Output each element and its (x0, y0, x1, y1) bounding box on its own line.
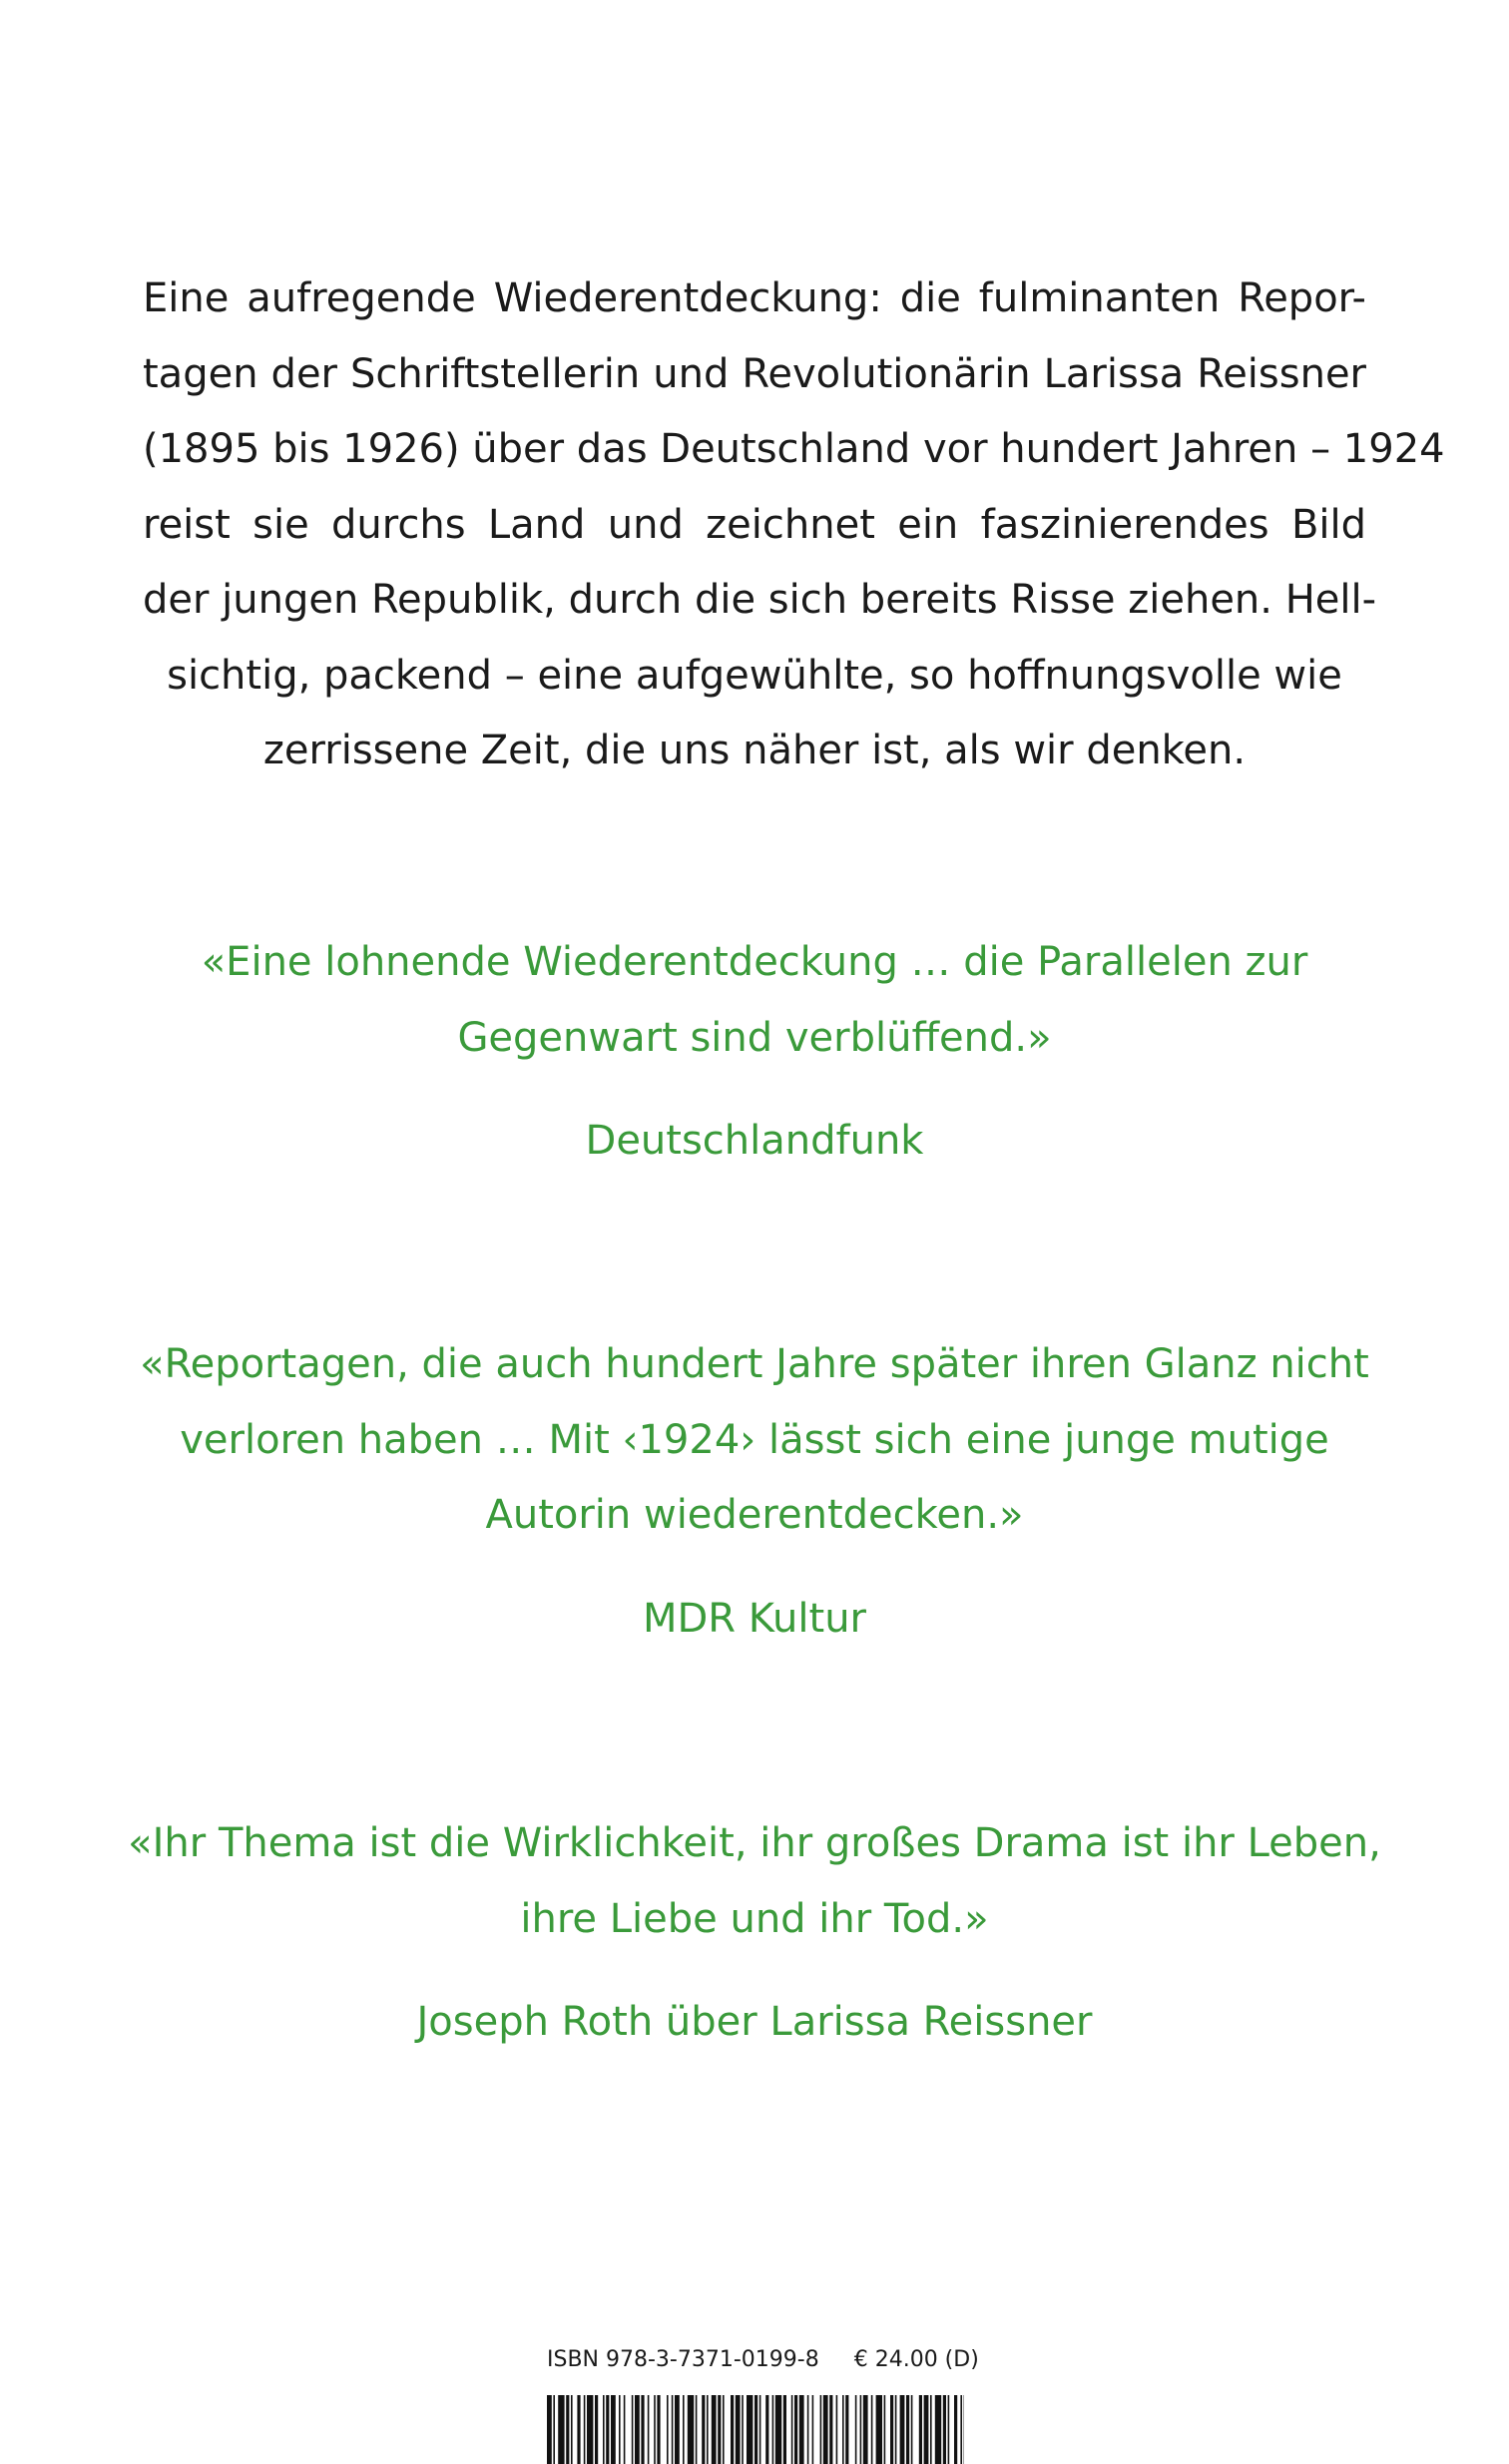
barcode-bar (712, 2395, 717, 2464)
quote-source: Deutschlandfunk (585, 1118, 924, 1164)
barcode-bar (632, 2395, 634, 2464)
barcode-bar (566, 2395, 569, 2464)
barcode-bar (688, 2395, 694, 2464)
barcode-bar (606, 2395, 609, 2464)
barcode-bar (845, 2395, 848, 2464)
barcode-bar (943, 2395, 946, 2464)
barcode-bar (783, 2395, 786, 2464)
barcode-bar (624, 2395, 626, 2464)
barcode-bar (672, 2395, 674, 2464)
barcode-bar (948, 2395, 950, 2464)
barcode-bar (829, 2395, 832, 2464)
barcode-bar (871, 2395, 873, 2464)
quote-source: MDR Kultur (642, 1595, 866, 1642)
barcode-bar (860, 2395, 862, 2464)
barcode-bar (919, 2395, 922, 2464)
review-quote (100, 1327, 1409, 1657)
quote-line: ihre Liebe und ihr Tod.» (520, 1895, 989, 1942)
barcode-bar (718, 2395, 721, 2464)
barcode-bar (654, 2395, 656, 2464)
barcode-bar (553, 2395, 555, 2464)
isbn-price-row (547, 2347, 979, 2372)
barcode-bar (641, 2395, 644, 2464)
barcode-bar (930, 2395, 932, 2464)
barcode-bar (884, 2395, 886, 2464)
barcode-bar (723, 2395, 725, 2464)
barcode-bar (611, 2395, 616, 2464)
quote-line: Gegenwart sind verblüffend.» (457, 1014, 1052, 1061)
barcode-bar (836, 2395, 838, 2464)
barcode-bar (635, 2395, 640, 2464)
barcode-bar (759, 2395, 761, 2464)
barcode-bar (577, 2395, 580, 2464)
barcode-bar (895, 2395, 897, 2464)
barcode-bar (960, 2395, 962, 2464)
barcode-bar (765, 2395, 768, 2464)
quote-line: «Eine lohnende Wiederentdeckung … die Parallelen zur (201, 939, 1308, 985)
barcode-bar (794, 2395, 797, 2464)
barcode-bar (619, 2395, 621, 2464)
barcode-bar (820, 2395, 822, 2464)
blurb-line: reist sie durchs Land und zeichnet ein faszinierendes Bild (143, 501, 1366, 548)
barcode-bar (855, 2395, 857, 2464)
barcode-bar (807, 2395, 809, 2464)
barcode-bar (954, 2395, 957, 2464)
barcode-bar (876, 2395, 882, 2464)
barcode-bar (900, 2395, 905, 2464)
barcode-bar (747, 2395, 753, 2464)
barcode-bar (924, 2395, 929, 2464)
blurb-line: zerrissene Zeit, die uns näher ist, als wir denken. (262, 728, 1247, 773)
barcode-bar (775, 2395, 781, 2464)
barcode-bar (890, 2395, 893, 2464)
barcode-bar (906, 2395, 909, 2464)
quote-line: verloren haben … Mit ‹1924› lässt sich eine junge mutige (180, 1416, 1329, 1463)
barcode-bar (911, 2395, 913, 2464)
blurb-line: sichtig, packend – eine aufgewühlte, so hoffnungsvolle wie (167, 652, 1342, 699)
barcode-bar (683, 2395, 685, 2464)
barcode-bar (595, 2395, 598, 2464)
review-quote (100, 925, 1409, 1180)
quote-line: «Reportagen, die auch hundert Jahre später ihren Glanz nicht (140, 1341, 1369, 1387)
barcode-bar (823, 2395, 828, 2464)
barcode-bar (571, 2395, 573, 2464)
barcode-bar (863, 2395, 868, 2464)
barcode-bar (742, 2395, 744, 2464)
barcode-bar (731, 2395, 734, 2464)
barcode-bar (736, 2395, 741, 2464)
barcode-bar (667, 2395, 669, 2464)
barcode-bar (584, 2395, 586, 2464)
barcode-bar (547, 2395, 552, 2464)
quote-source: Joseph Roth über Larissa Reissner (416, 1999, 1093, 2045)
barcode-bar (754, 2395, 757, 2464)
blurb-line: (1895 bis 1926) über das Deutschland vor hundert Jahren – 1924 (143, 426, 1445, 472)
barcode-bar (812, 2395, 814, 2464)
price: € 24.00 (D) (853, 2347, 979, 2372)
barcode-bar (587, 2395, 593, 2464)
blurb-text (143, 261, 1445, 789)
barcode-bar (842, 2395, 844, 2464)
barcode-bar (772, 2395, 774, 2464)
barcode-bar (675, 2395, 680, 2464)
barcode-bar (799, 2395, 804, 2464)
quote-line: «Ihr Thema ist die Wirklichkeit, ihr großes Drama ist ihr Leben, (128, 1820, 1381, 1866)
barcode-bar (648, 2395, 650, 2464)
barcode-bar (791, 2395, 793, 2464)
barcode-bar (603, 2395, 605, 2464)
barcode-bar (558, 2395, 564, 2464)
blurb-line: Eine aufregende Wiederentdeckung: die fulminanten Repor- (143, 275, 1366, 321)
review-quote (100, 1806, 1409, 2061)
isbn-number: ISBN 978-3-7371-0199-8 (547, 2347, 819, 2372)
barcode-bar (696, 2395, 698, 2464)
barcode-bar (707, 2395, 709, 2464)
barcode-bar (702, 2395, 705, 2464)
barcode-image (547, 2395, 964, 2464)
barcode-bar (657, 2395, 660, 2464)
blurb-line: tagen der Schriftstellerin und Revolutionärin Larissa Reissner (143, 350, 1366, 397)
quote-line: Autorin wiederentdecken.» (485, 1492, 1024, 1538)
barcode-bar (935, 2395, 941, 2464)
blurb-line: der jungen Republik, durch die sich bereits Risse ziehen. Hell- (143, 577, 1377, 623)
